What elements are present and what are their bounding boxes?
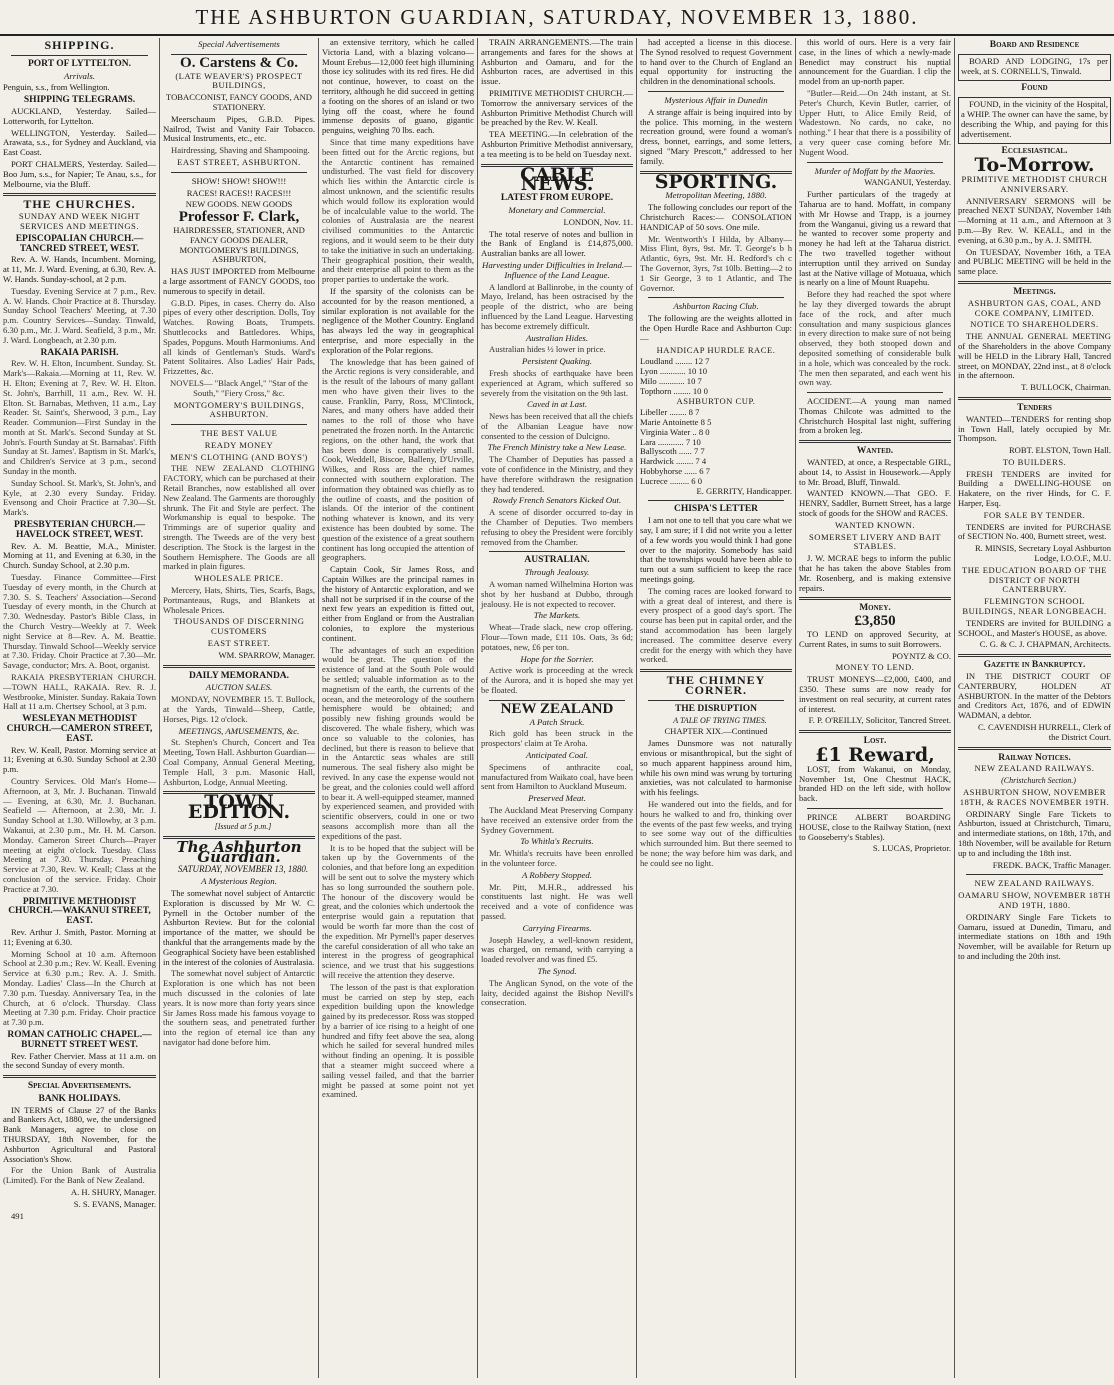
ad-text: On TUESDAY, November 16th, a TEA and PUBLIC MEETING will be held in the same place. xyxy=(958,246,1111,277)
signature: E. GERRITY, Handicapper. xyxy=(696,485,792,496)
bank-holidays-heading: BANK HOLIDAYS. xyxy=(38,1093,121,1104)
ad-text: WANTED, at once, a Respectable GIRL, about 14, to Assist in Housework.—Apply to Mr. Broad, Bluff, Tinwald. xyxy=(799,457,951,487)
port-heading: PORT OF LYTTELTON. xyxy=(27,58,132,69)
sale-heading: FOR SALE BY TENDER. xyxy=(983,509,1086,520)
newgoods-banner: NEW GOODS. NEW GOODS xyxy=(185,199,293,210)
carstens-line: TOBACCONIST, FANCY GOODS, AND STATIONERY. xyxy=(165,92,313,112)
article-text: The somewhat novel subject of Antarctic Exploration is discussed by Mr W. C. Pyrnell in the October number of the Ashburton Review. But for the colonial importance of the matter, we should be thankful that the arrangements made by the Geographical Society have been established in the interest of the colonies of Australasia. xyxy=(163,887,315,967)
church-text: Rev. Father Chervier. Mass at 11 a.m. on the second Sunday of every month. xyxy=(3,1050,156,1071)
church-heading: WESLEYAN METHODIST CHURCH.—CAMERON STREET, EAST. xyxy=(6,714,153,744)
nz-heading: NEW ZEALAND xyxy=(500,700,614,717)
story-title: THE DISRUPTION xyxy=(674,703,758,714)
chimney-corner-heading: THE CHIMNEY CORNER. xyxy=(666,673,766,698)
filler-text: The knowledge that has been gained of the Arctic regions is very considerable, and is the result of the labours of many gallant men who have given their lives to the cause. Franklin, Parry, Ross, M'Clintock, Nares, and many others have added their names to the roll of those who have penetrated the frozen north. In the Antarctic regions, on the other hand, the work that has been done is comparatively small. Cook, Weddell, Biscoe, Balleny, D'Urville, Wilkes, and Ross are the chief names connected with southern exploration. The information they obtained was chiefly as to the outline of coasts, and the position of islands. Of the interior of the continent nothing whatever is known, and its very existence has been doubted by some. The question of the existence of a great southern continent has long occupied the attention of geographers. xyxy=(322,356,474,563)
special-adv-heading: Special Advertisements. xyxy=(27,1081,132,1092)
article-text: If the sparsity of the colonists can be accounted for by the reason mentioned, a similar exploration is not available for the negligence of the Mother Country. England has always led the way in geographical enterprise, and more especially in the exploration of the Polar regions. xyxy=(322,285,474,355)
board-heading: Board and Residence xyxy=(989,40,1080,50)
mens-clothing: MEN'S CLOTHING (AND BOYS') xyxy=(170,451,308,462)
race-entry: Topthorn ........ 10 0 xyxy=(640,385,708,396)
news-paragraph: I am not one to tell that you care what we say, I am sure; if I did not write you a letter of a few words you would think I had gone over to the majority. Somebody has said that the townships would have been able to turn out a sum sufficient to keep the race meetings going. xyxy=(640,515,792,585)
race-entry: Libeller ........ 8 7 xyxy=(640,407,700,418)
clark-sub: HAIRDRESSER, STATIONER, AND FANCY GOODS DEALER, MONTGOMERY'S BUILDINGS, ASHBURTON, xyxy=(173,224,305,265)
cable-subheading: To Whitla's Recruits. xyxy=(520,836,594,847)
sporting-heading: SPORTING. xyxy=(654,170,778,193)
news-paragraph: PRIMITIVE METHODIST CHURCH.—Tomorrow the anniversary services of the Ashburton Primitive Methodist Church will be preached by the Rev. W. Keall. xyxy=(481,87,633,128)
filler-text: Hairdressing, Shaving and Shampooing. xyxy=(171,145,310,156)
latest-heading: LATEST FROM EUROPE. xyxy=(500,193,614,204)
church-heading: PRIMITIVE METHODIST CHURCH.—WAKANUI STREET, EAST. xyxy=(8,896,151,927)
cable-date: LONDON, Nov. 11. xyxy=(563,216,633,227)
article-text: Captain Cook, Sir James Ross, and Captain Wilkes are the principal names in the history of Antarctic exploration, and we shall not be surprised if in the course of the next few years an expedition is fitted out, either from England or from the Australian colonies, to explore the mysterious continent. xyxy=(322,564,474,643)
race-entry: Marie Antoinette 8 5 xyxy=(640,417,712,428)
arrival-entry: Penguin, s.s., from Wellington. xyxy=(3,82,110,93)
filler-text: Specimens of anthracite coal, manufactured from Waikato coal, have been sent from Hamilton to Auckland Museum. xyxy=(481,761,633,792)
news-paragraph: A strange affair is being inquired into by the police. This morning, in the western recreation ground, were found a woman's dress, bonnet, earrings, and some letters, signed "Mary Prescott," addressed to her family. xyxy=(640,106,792,166)
cable-subheading: Monetary and Commercial. xyxy=(508,204,606,215)
news-paragraph: ACCIDENT.—A young man named Thomas Chilcote was admitted to the Christchurch Hospital last night, suffering from a broken leg. xyxy=(799,396,951,436)
ad-text: FOUND, in the vicinity of the Hospital, a WHIP. The owner can have the same, by describing the Whip, and paying for this advertisement. xyxy=(961,99,1108,139)
railway-heading: Railway Notices. xyxy=(998,752,1071,763)
signature: WM. SPARROW, Manager. xyxy=(218,649,315,660)
signature: T. BULLOCK, Chairman. xyxy=(1021,382,1111,393)
filler-text: "Butler—Reid.—On 24th instant, at St. Peter's Church, Kevin Butler, carrier, of Upper Hutt, to Alice Emily Reid, of Wadestown. No cards, no cake, no nothing." I hear that there is a possibility of a very queer case coming before Mr. Nugent Wood. xyxy=(799,87,951,157)
found-ad xyxy=(958,97,1111,144)
carstens-heading: O. Carstens & Co. xyxy=(180,54,298,71)
ad-text: PRINCE ALBERT BOARDING HOUSE, close to the Railway Station, (next to Gooseberry's Stables). xyxy=(799,811,951,842)
australian-heading: AUSTRALIAN. xyxy=(524,555,590,566)
filler-text: Mr. Wentworth's I Hilda, by Albany—Miss Flint, 8yrs, 9st. Mr. T. George's b h Atlantic, 6yrs, 9st. Mr. H. Redford's ch c The Governor, 3yrs, 7st 10lb. Betting—2 to 1 Sir George, 3 to 1 Atlantic, and The Governor. xyxy=(640,233,792,293)
news-paragraph: The following are the weights allotted in the Open Hurdle Race and Ashburton Cup:— xyxy=(640,313,792,343)
filler-text: MONDAY, NOVEMBER 15. T. Bullock, at the Yards, Tinwald—Sheep, Cattle, Horses, Pigs. 12 o'clock. xyxy=(163,694,315,724)
money-to-lend: MONEY TO LEND. xyxy=(835,662,915,673)
ecclesiastical-heading: Ecclesiastical. xyxy=(1001,146,1068,157)
filler-text: Joseph Hawley, a well-known resident, was charged, on remand, with carrying a loaded revolver and was fined £5. xyxy=(481,934,633,965)
address: EAST STREET, ASHBURTON. xyxy=(177,156,301,167)
chapter-heading: CHAPTER XIX.—Continued xyxy=(664,726,768,737)
filler-text: A landlord at Ballinrobe, in the county of Mayo, Ireland, has been ostracised by the people of the district, who are being influenced by the Land League. Harvesting has become extremely difficult. xyxy=(481,281,633,331)
nzr-heading: NEW ZEALAND RAILWAYS. xyxy=(974,763,1095,774)
cable-subheading: Harvesting under Difficulties in Ireland.—Influence of the Land League. xyxy=(482,259,632,280)
news-heading: Murder of Moffatt by the Maories. xyxy=(814,165,936,176)
filler-text: A woman named Wilhelmina Horton was shot by her husband at Dubbo, through jealousy. He is not expected to recover. xyxy=(481,579,633,609)
filler-text: Mr. Whitla's recruits have been enrolled in the volunteer force. xyxy=(481,848,633,868)
filler-text: The advantages of such an expedition would be great. The question of the existence of land at the South Pole would be settled; valuable information as to the magnetism of the earth, the currents of the ocean, and the meteorology of the southern hemisphere would be obtained; and possibly new fishing grounds would be discovered. The whale fishery, which was once so valuable to the colonies, has declined, but there is reason to believe that in the Antarctic seas whales are still numerous. The seal fishery also might be revived. In any case the expense would not be great, and the colonies could well afford to bear it. A well-equipped steamer, manned by experienced seamen, and provided with scientific observers, could in one or two seasons accomplish more than all the expeditions of the past. xyxy=(322,644,474,841)
ad-text: TO LEND on approved Security, at Current Rates, in sums to suit Borrowers. xyxy=(799,629,951,649)
cable-subheading: Rowdy French Senators Kicked Out. xyxy=(492,495,622,506)
filler-text: Wheat—Trade slack, new crop offering. Flour—Town made, £11 10s. Oats, 3s 6d; potatoes, new, £6 per ton. xyxy=(481,622,633,652)
column-5 xyxy=(636,38,795,1378)
auction-heading: AUCTION SALES. xyxy=(205,682,273,693)
telegram-entry: AUCKLAND, Yesterday. Sailed—Lotterworth, for Lyttelton. xyxy=(3,105,156,126)
sporting-text: The following concludes our report of the Christchurch Races:— CONSOLATION HANDICAP of 50 sovs. One mile. xyxy=(640,202,792,232)
ad-text: ANNIVERSARY SERMONS will be preached NEXT SUNDAY, November 14th—Morning at 11 a.m., and Afternoon at 3 p.m.—By Rev. W. KEALL, and in the evening, at 6.30 p.m., by A. J. SMITH. xyxy=(958,195,1111,245)
ad-text: TENDERS are invited for PURCHASE of SECTION No. 400, Burnett street, west. xyxy=(958,521,1111,542)
filler-text: St. Stephen's Church, Concert and Tea Meeting, Town Hall. Ashburton Guardian—Coal Company, Annual General Meeting, Temple Hall, 3 p.m. Masonic Hall, Ashburton, Lodge, Annual Meeting. xyxy=(163,737,315,787)
column-2 xyxy=(159,38,318,1378)
story-text: James Dunsmore was not naturally envious or misanthropical, but the sight of so much apparent happiness around him, while his own mind was wrung by torturing anxieties, was not calculated to harmonise with his feelings. xyxy=(640,738,792,798)
telegrams-heading: SHIPPING TELEGRAMS. xyxy=(23,95,136,106)
meetings-heading: MEETINGS, AMUSEMENTS, &c. xyxy=(178,725,300,736)
clark-text: HAS JUST IMPORTED from Melbourne a large assortment of FANCY GOODS, too numerous to specify in detail. xyxy=(163,266,315,296)
thousands: THOUSANDS OF DISCERNING CUSTOMERS xyxy=(173,616,305,637)
telegram-entry: WELLINGTON, Yesterday. Sailed—Arawata, s.s., for Sydney and Auckland, via East Coast. xyxy=(3,127,156,158)
ad-text: BOARD AND LODGING, 17s per week, at S. CORNELL'S, Tinwald. xyxy=(961,55,1108,76)
column-1 xyxy=(0,38,159,1378)
filler-text: RAKAIA PRESBYTERIAN CHURCH.—TOWN HALL, RAKAIA. Rev. R. J. Westbrooke, Minister. Sunday. Rakaia Town Hall at 11 a.m. Chertsey School, at 3 p.m. xyxy=(3,672,156,712)
filler-text: The somewhat novel subject of Antarctic Exploration is one which has not been much discussed in the colonies of late years. It is now more than forty years since Sir James Ross made his famous voyage to the southern seas, and penetrated further into the region of eternal ice than any navigator had done before him. xyxy=(163,968,315,1047)
carstens-sub: (LATE WEAVER'S) PROSPECT BUILDINGS, xyxy=(175,70,303,91)
news-paragraph: this world of ours. Here is a very fair case, in the lines of which a newly-made Benedict may construct his nuptial announcement for the Guardian. I clip the model from an up-north paper. xyxy=(799,38,951,87)
filler-text: THE NEW ZEALAND CLOTHING FACTORY, which can be purchased at their Retail Branches, now established all over New Zealand. The Garments are thoroughly shrunk. The Fit and Style are perfect. The Workmanship is equal to bespoke. The Trimmings are of superior quality and strength. The Tweeds are of the very best description. The Stock is the largest in the Southern Hemisphere. The Goods are all marked in plain figures. xyxy=(163,463,315,572)
found-heading: Found xyxy=(1021,83,1048,94)
church-text: Rev. A. M. Beattie, M.A., Minister. Morning at 11, and Evening at 6.30, in the Church. Sunday School, at 2.30 p.m. xyxy=(3,540,156,571)
ad-text: WANTED—TENDERS for renting shop in Town Hall, lately occupied by Mr. Thompson. xyxy=(958,413,1111,444)
cable-news-heading: CABLE NEWS. xyxy=(520,163,594,196)
filler-text: Mercery, Hats, Shirts, Ties, Scarfs, Bags, Portmanteaus, Rugs, and Blankets at Wholesale Prices. xyxy=(163,585,315,615)
filler-text: It is to be hoped that the subject will be taken up by the Governments of the colonies, and that before long an expedition will be sent out to solve the mystery which has so long surrounded the southern pole. The honour of the discovery would be great, and the colonies which undertook the enterprise would gain a reputation that would be worth far more than the cost of the expedition. Mr Pyrnell's paper deserves the careful consideration of all who take an interest in the progress of geographical science, and we trust that his suggestions will receive the attention they deserve. xyxy=(322,842,474,980)
race-entry: Lyon ............ 10 10 xyxy=(640,366,708,377)
town-edition-heading: TOWN EDITION. xyxy=(187,791,291,824)
arrivals-heading: Arrivals. xyxy=(63,70,96,81)
bank-text: IN TERMS of Clause 27 of the Banks and Bankers Act, 1880, we, the undersigned Bank Managers, agree to close on THURSDAY, 18th November, for the Ashburton Agricultural and Pastoral Association's Show. xyxy=(3,1104,156,1164)
church-text: Rev. W. Keall, Pastor. Morning service at 11; Evening at 6.30. Sunday School at 2.30 p.m. xyxy=(3,744,156,775)
cable-subheading: Persistent Quaking. xyxy=(522,356,592,367)
filler-text: Mr. Pitt, M.H.R., addressed his constituents last night. He was well received and a vote of confidence was passed. xyxy=(481,881,633,921)
signature: ROBT. ELSTON, Town Hall. xyxy=(1008,445,1111,456)
filler-text: Since that time many expeditions have been fitted out for the Arctic regions, but the Antarctic continent has remained undisturbed. The vast field for discovery which lies within the Antarctic circle is almost unknown, and the scientific results which would follow its exploration would be of incalculable value to the world. The colonies of Australasia are the nearest civilised communities to the Antarctic regions, and it would seem to be their duty to take the initiative in such an undertaking. Their geographical position, their wealth, and their enterprise all point to them as the proper parties to undertake the work. xyxy=(322,136,474,285)
news-date: WANGANUI, Yesterday. xyxy=(864,177,951,188)
town-edition-issued: [Issued at 5 p.m.] xyxy=(214,821,272,831)
cable-subheading: Anticipated Coal. xyxy=(525,750,589,760)
news-paragraph: TEA MEETING.—In celebration of the Ashburton Primitive Methodist anniversary, a tea meeting is to be held on Tuesday next. xyxy=(481,129,633,159)
churches-heading: THE CHURCHES. xyxy=(23,197,136,212)
church-heading: ROMAN CATHOLIC CHAPEL.—BURNETT STREET WEST. xyxy=(7,1029,152,1050)
filler-text: Tuesday. Evening Service at 7 p.m., Rev. A. W. Hands. Choir Practice at 8. Thursday. Sunday School Teachers' Meeting, at 7.30 p.m. Country Services—Sunday. Tinwald, 6.30 p.m., Mr. J. Ward. Seafield, 3 p.m., Mr. J. Ward. Longbeach, at 2.30 p.m. xyxy=(3,285,156,345)
church-heading: EPISCOPALIAN CHURCH.—TANCRED STREET, WEST. xyxy=(15,233,144,254)
tenders-heading: Tenders xyxy=(1017,402,1052,413)
paper-date: SATURDAY, NOVEMBER 13, 1880. xyxy=(177,864,309,875)
race-entry: Lara ............ 7 10 xyxy=(640,436,701,447)
ad-text: IN THE DISTRICT COURT OF CANTERBURY, HOLDEN AT ASHBURTON. In the matter of the Debtors and Creditors Act, 1876, and of EDWIN WADMAN, a debtor. xyxy=(958,671,1111,721)
story-subtitle: A TALE OF TRYING TIMES. xyxy=(673,715,767,725)
column-6 xyxy=(795,38,954,1378)
race-entry: Lucrece ......... 6 0 xyxy=(640,475,703,486)
board-ad xyxy=(958,54,1111,82)
cable-subheading: The Markets. xyxy=(533,610,581,621)
daily-memoranda: DAILY MEMORANDA. xyxy=(188,670,290,681)
article-heading: A Mysterious Region. xyxy=(201,876,277,887)
ready-money: READY MONEY xyxy=(204,439,274,450)
filler-text: Fresh shocks of earthquake have been experienced at Agram, which suffered so severely from the visitation on the 9th last. xyxy=(481,367,633,398)
ad-text: TRUST MONEYS—£2,000, £400, and £350. These sums are now ready for investment on real security, at current rates of interest. xyxy=(799,674,951,714)
filler-text: He wandered out into the fields, and for hours he walked to and fro, thinking over the events of the past few weeks, and trying to see some way out of the difficulties which surrounded him. But there seemed to be none; the way before him was dark, and he could see no light. xyxy=(640,798,792,868)
reward-heading: £1 Reward, xyxy=(815,744,935,766)
meetings-heading: Meetings. xyxy=(1013,286,1056,297)
ad-text: J. W. MCRAE begs to inform the public that he has taken the above Stables from Mr. Rosenberg, and is making extensive repairs. xyxy=(799,553,951,593)
signature: S. LUCAS, Proprietor. xyxy=(872,843,951,854)
filler-text: Australian hides ½ lower in price. xyxy=(489,344,606,355)
coal-heading: ASHBURTON GAS, COAL, AND COKE COMPANY, LIMITED. xyxy=(967,297,1102,318)
flemington-heading: FLEMINGTON SCHOOL BUILDINGS, NEAR LONGBEACH. xyxy=(962,596,1107,617)
church-text: Rev. Arthur J. Smith, Pastor. Morning at 11; Evening at 6.30. xyxy=(3,926,156,947)
ad-text: ORDINARY Single Fare Tickets to Ashburton, issued at Christchurch, Timaru, and intermediate stations, on 18th, 17th, and 18th November, will be available for Return up to and including the 18th inst. xyxy=(958,808,1111,858)
sporting-subheading: Metropolitan Meeting, 1880. xyxy=(665,190,767,201)
livery-heading: SOMERSET LIVERY AND BAIT STABLES. xyxy=(808,531,942,552)
ad-text: THE ANNUAL GENERAL MEETING of the Shareholders in the above Company will be HELD in the Library Hall, Tancred street, on MONDAY, 22nd inst., at 8 o'clock in the afternoon. xyxy=(958,331,1111,381)
clark-heading: Professor F. Clark, xyxy=(178,209,300,226)
race-entry: Ballyscoth ...... 7 7 xyxy=(640,446,705,457)
race-heading: ASHBURTON CUP. xyxy=(676,395,756,406)
filler-text: NOVELS— "Black Angel," "Star of the South," "Fiery Cross," &c. xyxy=(170,377,308,398)
cable-subheading: A Patch Struck. xyxy=(529,716,585,727)
branch: EAST STREET. xyxy=(207,638,271,649)
filler-text: The coming races are looked forward to with a great deal of interest, and there is every prospect of a good day's sport. The course has been put in capital order, and the stand accommodation has been largely increased. The committee deserve every credit for the energy with which they have worked. xyxy=(640,585,792,665)
lost-heading: Lost. xyxy=(863,736,887,747)
race-entry: Hobbyhorse ...... 6 7 xyxy=(640,466,710,477)
filler-text: Active work is proceeding at the wreck of the Aurora, and it is hoped she may yet be floated. xyxy=(481,665,633,696)
signature: F. P. O'REILLY, Solicitor, Tancred Street. xyxy=(808,715,951,726)
news-paragraph: Further particulars of the tragedy at Taharua are to hand. Moffatt, in company with Mr Howse and Trapp, is a journey from the Wanganui, giving us a reward that he wanted to recover some property and money he had left at the Taharua district. The two travelled together without interruption until they arrived on Sunday last at the Native village of Motuaua, which is nearly on a line of Mount Ruapehu. xyxy=(799,189,951,288)
signature: C. CAVENDISH HURRELL, Clerk of the District Court. xyxy=(977,722,1111,742)
signature: A. H. SHURY, Manager. xyxy=(70,1187,156,1198)
race-entry: Virginia Water .. 8 0 xyxy=(640,426,710,437)
telegram-entry: PORT CHALMERS, Yesterday. Sailed—Boo Jum, s.s., for Napier; Te Anau, s.s., for Melbourne, via the Bluff. xyxy=(3,158,156,189)
filler-text: The Chamber of Deputies has passed a vote of confidence in the Ministry, and they have therefore withdrawn the resignation they had tendered. xyxy=(481,454,633,494)
gazette-heading: Gazette in Bankruptcy. xyxy=(983,660,1086,671)
signature: R. MINSIS, Secretary Loyal Ashburton Lodge, I.O.O.F., M.U. xyxy=(974,543,1111,564)
filler-text: Rich gold has been struck in the prospectors' claim at Te Aroha. xyxy=(481,728,633,749)
wanted-heading: Wanted. xyxy=(856,446,894,457)
masthead: THE ASHBURTON GUARDIAN, SATURDAY, NOVEMBER 13, 1880. xyxy=(0,0,1114,36)
shipping-heading: SHIPPING. xyxy=(44,38,115,52)
money-heading: Money. xyxy=(859,603,891,614)
filler-text: For the Union Bank of Australia (Limited). For the Bank of New Zealand. xyxy=(3,1165,156,1186)
filler-text: Tuesday. Finance Committee—First Tuesday of every month, in the Church at 7.30. S. S. Teachers' Association—Second Tuesday of every month, in the Church at 7.30. Wednesday. Pastor's Bible Class, in the Church Vestry—Weekly at 7. Week night Service at 8—Rev. A. M. Beattie. Thursday. Tinwald School—Weekly service at 7.30. Friday. Choir Practice at 7.30—Mr. Savage, conductor; Mrs. A. Boot, organist. xyxy=(3,572,156,671)
churches-subheading: SUNDAY AND WEEK NIGHT SERVICES AND MEETINGS. xyxy=(18,211,141,231)
church-text: Rev. A. W. Hands, Incumbent. Morning, at 11, Mr. J. Ward. Evening, at 6.30, Rev. A. W. Hands. Sunday-school, at 2 p.m. xyxy=(3,254,156,284)
column-7 xyxy=(954,38,1114,1378)
cable-subheading: The Synod. xyxy=(537,965,577,976)
show-races-heading: ASHBURTON SHOW, NOVEMBER 18TH, & RACES NOVEMBER 19TH. xyxy=(959,787,1110,807)
tomorrow-heading: To-Morrow. xyxy=(974,154,1095,177)
builders-heading: TO BUILDERS. xyxy=(1002,456,1067,467)
nzr-sub: (Christchurch Section.) xyxy=(1001,776,1076,786)
best-value: THE BEST VALUE xyxy=(200,428,278,439)
cable-subheading: Caved in at Last. xyxy=(526,399,588,410)
filler-text: G.B.D. Pipes, in cases. Cherry do. Also pipes of every other description. Dolls, Toy Watches. Rowing Boats, Trumpets. Shuttlecocks and Battledores. Whips, Spades, Popguns. Mouth Harmoniums. And all kinds of Gentleman's Studs. Ward's Patent Solitaires. Also Ladies' Hair Pads, Frizzettes, &c. xyxy=(163,297,315,377)
cable-subheading: Hope for the Sorrier. xyxy=(520,653,594,664)
notice-heading: NOTICE TO SHAREHOLDERS. xyxy=(970,319,1099,330)
carstens-text: Meerschaum Pipes, G.B.D. Pipes. Nailrod, Twist and Vanity Fair Tobacco. Musical Instruments, etc., etc. xyxy=(163,113,315,144)
cable-subheading: Preserved Meat. xyxy=(528,793,586,804)
prim-heading: PRIMITIVE METHODIST CHURCH ANNIVERSARY. xyxy=(961,173,1108,194)
filler-text: The Auckland Meat Preserving Company have received an extensive order from the Sydney Government. xyxy=(481,804,633,835)
cable-subheading: Carrying Firearms. xyxy=(522,922,592,933)
ad-text: TENDERS are invited for BUILDING a SCHOOL, and Master's HOUSE, as above. xyxy=(958,617,1111,638)
show-banner: SHOW! SHOW! SHOW!!! xyxy=(191,175,287,186)
filler-text: Country Services. Old Man's Home—Afternoon, at 3, Mr. J. Buchanan. Tinwald — Evening, at 6.30, Mr. J. Buchanan. Seafield — Afternoon, at 2.30, Mr. J. Sunday School at 1.30. Willowby, at 3 p.m. Wakanui, at 2.30 p.m., Mr. H. M. Carson. Monday. Cameron Street Church—Prayer meeting at eight o'clock. Tuesday. Class Meeting at 7.30. Thursday. Preaching Service at 7.30, Rev. W. Keall; Class at the conclusion of the service. Friday. Choir Practice at 7.30. xyxy=(3,775,156,894)
news-heading: Mysterious Affair in Dunedin xyxy=(664,94,768,105)
news-paragraph: had accepted a license in this diocese. The Synod resolved to request Government to hand over to the Church of England an equal opportunity for instructing the children in the denominational schools. xyxy=(640,38,792,87)
filler-text: The Anglican Synod, on the vote of the laity, decided against the Bishop Nevill's consecration. xyxy=(481,977,633,1008)
ad-text: LOST, from Wakanui, on Monday, November 1st, One Chestnut HACK, branded HD on the left side, with hollow back. xyxy=(799,763,951,804)
signature: FREDK. BACK, Traffic Manager. xyxy=(992,859,1111,870)
race-entry: Hardwick ........ 7 4 xyxy=(640,456,707,467)
races-banner: RACES! RACES!! RACES!!! xyxy=(186,187,292,198)
news-heading: Ashburton Racing Club. xyxy=(673,301,759,312)
church-heading: PRESBYTERIAN CHURCH.—HAVELOCK STREET, WEST. xyxy=(14,520,145,540)
montgomery: MONTGOMERY'S BUILDINGS, ASHBURTON. xyxy=(173,399,305,420)
wholesale: WHOLESALE PRICE. xyxy=(194,573,284,584)
nzr-heading: NEW ZEALAND RAILWAYS. xyxy=(974,878,1095,889)
cable-subheading: The French Ministry take a New Lease. xyxy=(487,442,627,453)
race-entry: Loudland ........ 12 7 xyxy=(640,356,710,367)
filler-text: A scene of disorder occurred to-day in the Chamber of Deputies. Two members refusing to obey the President were forcibly removed from the Chamber. xyxy=(481,507,633,547)
filler-text: News has been received that all the chiefs of the Albanian League have now consented to the cession of Dulcigno. xyxy=(481,411,633,441)
cable-subheading: Australian Hides. xyxy=(525,332,589,343)
paper-title: The Ashburton Guardian. xyxy=(176,837,302,866)
race-entry: Milo ............ 10 7 xyxy=(640,375,702,386)
education-heading: THE EDUCATION BOARD OF THE DISTRICT OF NORTH CANTERBURY. xyxy=(961,564,1108,595)
wanted-known: WANTED KNOWN. xyxy=(834,519,915,530)
news-paragraph: TRAIN ARRANGEMENTS.—The train arrangements and fares for the shows at Ashburton and Oamaru, and for the Ashburton races, are advertised in this issue. xyxy=(481,38,633,87)
oamaru-heading: OAMARU SHOW, NOVEMBER 18TH AND 19TH, 1880. xyxy=(958,890,1111,910)
filler-text: Rev. W. H. Elton, Incumbent. Sunday. St. Mark's—Rakaia.—Morning at 11, Rev. W. H. Elton; Evening at 7, Rev. W. H. Elton. St. John's, Barrhill, 11 a.m., Rev. W. H. Elton. St. Barnabas, Methven, 11 a.m., Lay Reader. St. Saint's, Sherwood, 3 p.m., Lay Reader. Communion—First Sunday in the month at St. Mark's. Second Sunday at St. John's. Fourth Sunday at St. Barnabas'. Fifth Sunday at St. James'. Baptism in St. Mark's, and Children's Service at 3 p.m., second Sunday in the month. xyxy=(3,358,156,477)
race-heading: HANDICAP HURDLE RACE. xyxy=(656,344,776,355)
ad-text: ORDINARY Single Fare Tickets to Oamaru, issued at Dunedin, Timaru, and intermediate stations on 18th and 19th November, will be available for Return up to and including the 20th inst. xyxy=(958,911,1111,961)
ad-number: 491 xyxy=(11,1210,24,1221)
article-text: an extensive territory, which he called Victoria Land, with a blazing volcano—Mount Erebus—12,000 feet high illumining those icy solitudes with its red fires. He did not continue, however, to coast on the territory, although he did succeed in getting a footing on the shores of an island or two lying off the coast, where he found immense deposits of guano, gigantic penguins, weighing 70 lbs. each. xyxy=(322,38,474,136)
money-amount: £3,850 xyxy=(854,613,896,630)
filler-text: Before they had reached the spot where he lay they diverged towards the abrupt face of the rock, and after much consultation and many suspicious glances in every direction to make sure of not being observed, they both stooped down and deposited something of considerable bulk in a hole, which was concealed by the rock. The men then separated, and each went his own way. xyxy=(799,289,951,388)
signature: POYNTZ & CO. xyxy=(892,650,951,661)
cable-text: The total reserve of notes and bullion in the Bank of England is £14,875,000. Australian banks are all lower. xyxy=(481,228,633,259)
filler-text: Morning School at 10 a.m. Afternoon School at 2.30 p.m.; Rev. W. Keall. Evening Service at 6.30 p.m.; Rev. A. J. Smith. Monday. Ladies' Class—In the Church at 7.30 p.m. Tuesday. Anniversary Tea, in the Church, at 6 o'clock. Thursday. Class Meeting at 7.30 p.m. Friday. Choir practice at 7.30 p.m. xyxy=(3,948,156,1028)
cable-subheading: Through Jealousy. xyxy=(524,567,590,578)
column-3 xyxy=(318,38,477,1378)
signature: C. G. & C. J. CHAPMAN, Architects. xyxy=(979,639,1111,650)
filler-text: The lesson of the past is that exploration must be carried on step by step, each expedition building upon the knowledge gained by its predecessor. Ross was stopped by a barrier of ice rising to a height of one hundred and fifty feet above the sea, along which he sailed for several hundred miles without finding an opening. It is possible that a steamer might succeed where a sailing vessel failed, and that the barrier might be passed at some point not yet examined. xyxy=(322,981,474,1100)
signature: S. S. EVANS, Manager. xyxy=(73,1198,156,1209)
chispa-heading: CHISPA'S LETTER xyxy=(673,504,759,515)
ad-text: FRESH TENDERS are invited for Building a DWELLING-HOUSE on Hakatere, on the river Hinds, for C. F. Harper, Esq. xyxy=(958,468,1111,509)
church-heading: RAKAIA PARISH. xyxy=(40,347,119,358)
cable-subheading: A Robbery Stopped. xyxy=(522,869,592,880)
column-4 xyxy=(477,38,636,1378)
special-adv-heading: Special Advertisements xyxy=(198,39,280,49)
ad-text: WANTED KNOWN.—That GEO. F. HENRY, Saddler, Burnett Street, has a large stock of goods for the SHOW and RACES. xyxy=(799,488,951,519)
filler-text: Sunday School. St. Mark's, St. John's, and Kyle, at 2.30 every Sunday. Friday. Evensong and Choir Practice at 7.30—St. Mark's. xyxy=(3,477,156,518)
